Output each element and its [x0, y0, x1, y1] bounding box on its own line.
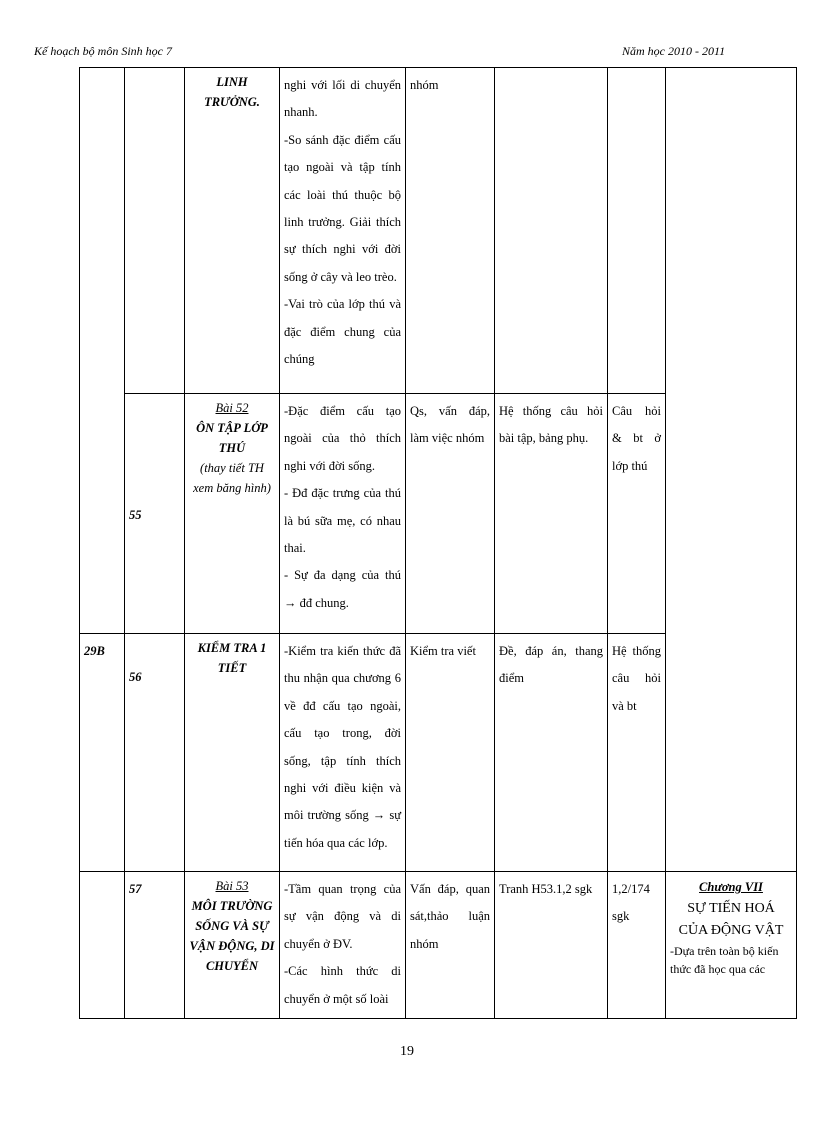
methods-cell — [406, 634, 495, 872]
homework-text: Câu hỏi & bt ở lớp thú — [612, 404, 661, 473]
homework-cell — [608, 68, 666, 394]
methods-cell — [406, 68, 495, 394]
period-number: 57 — [129, 882, 142, 896]
materials-cell — [495, 634, 608, 872]
methods-text: Kiểm tra viết — [410, 644, 476, 658]
materials-text: Hệ thống câu hỏi bài tập, bảng phụ. — [499, 404, 603, 446]
objective-line: -Kiểm tra kiến thức đã thu nhận qua chương 6 về đđ cấu tạo ngoài, cấu tạo trong, đời sống, tập tính thích nghi với điều kiện và môi trường sống → sự tiến hóa qua các lớp. — [284, 644, 401, 850]
objective-line: -Đặc điểm cấu tạo ngoài của thỏ thích nghi với đời sống. — [284, 404, 401, 473]
period-cell — [125, 634, 185, 872]
lesson-number: Bài 53 — [215, 879, 249, 893]
objective-line: -Các hình thức di chuyển ở một số loài — [284, 964, 401, 1006]
objectives-cell — [280, 634, 406, 872]
week-cell — [80, 634, 125, 872]
objective-line: -Vai trò của lớp thú và đặc điểm chung của chúng — [284, 297, 401, 367]
header-right: Năm học 2010 - 2011 — [622, 44, 726, 58]
week-number: 29B — [84, 644, 105, 658]
lesson-title-cell — [185, 68, 280, 394]
methods-text: Vấn đáp, quan sát,thảo luận nhóm — [410, 882, 490, 951]
lesson-title-cell — [185, 634, 280, 872]
chapter-note: -Dựa trên toàn bộ kiến thức đã học qua các — [670, 944, 779, 976]
objective-line: nghi với lối di chuyển nhanh. — [284, 78, 401, 120]
lesson-title-cell — [185, 394, 280, 634]
methods-cell — [406, 394, 495, 634]
header-left: Kế hoạch bộ môn Sinh học 7 — [34, 44, 172, 58]
homework-text: Hệ thống câu hỏi và bt — [612, 644, 661, 713]
objectives-cell — [280, 872, 406, 1019]
lesson-title: MÔI TRƯỜNG SỐNG VÀ SỰ VẬN ĐỘNG, DI CHUYỂN — [189, 899, 275, 973]
page-number: 19 — [400, 1044, 414, 1059]
objectives-cell — [280, 68, 406, 394]
week-cell — [80, 68, 125, 634]
homework-cell — [608, 634, 666, 872]
objective-line: - Đđ đặc trưng của thú là bú sữa mẹ, có nhau thai. — [284, 486, 401, 556]
materials-cell — [495, 394, 608, 634]
homework-cell — [608, 394, 666, 634]
period-number: 55 — [129, 507, 142, 522]
methods-cell — [406, 872, 495, 1019]
period-number: 56 — [129, 670, 142, 684]
period-cell — [125, 872, 185, 1019]
objective-line: -Tầm quan trọng của sự vận động và di chuyển ở ĐV. — [284, 882, 401, 951]
lesson-number: Bài 52 — [215, 401, 249, 415]
lesson-plan-table — [79, 67, 797, 1019]
methods-text: Qs, vấn đáp, làm việc nhóm — [410, 404, 490, 446]
lesson-title: ÔN TẬP LỚP THÚ — [196, 421, 268, 455]
materials-cell — [495, 68, 608, 394]
homework-text: 1,2/174 sgk — [612, 882, 650, 924]
materials-text: Đề, đáp án, thang điểm — [499, 644, 603, 686]
materials-text: Tranh H53.1,2 sgk — [499, 882, 593, 896]
lesson-note: (thay tiết TH xem băng hình) — [193, 461, 271, 495]
chapter-title: Chương VII — [699, 880, 763, 894]
materials-cell — [495, 872, 608, 1019]
homework-cell — [608, 872, 666, 1019]
objective-line: -So sánh đặc điểm cấu tạo ngoài và tập tính các loài thú thuộc bộ linh trưởng. Giải thích sự thích nghi với đời sống ở cây và leo trèo. — [284, 132, 401, 284]
notes-cell — [666, 68, 797, 872]
week-cell — [80, 872, 125, 1019]
lesson-title: LINH TRƯỞNG. — [204, 75, 260, 109]
objectives-cell — [280, 394, 406, 634]
lesson-title-cell — [185, 872, 280, 1019]
period-cell — [125, 394, 185, 634]
table-row — [80, 68, 797, 394]
methods-text: nhóm — [410, 78, 439, 92]
lesson-title: KIỂM TRA 1 TIẾT — [197, 641, 267, 675]
table-row — [80, 872, 797, 1019]
chapter-subtitle: SỰ TIẾN HOÁ — [687, 901, 775, 916]
period-cell — [125, 68, 185, 394]
chapter-subtitle: CỦA ĐỘNG VẬT — [678, 923, 784, 938]
chapter-cell — [666, 872, 797, 1019]
objective-line: - Sự đa dạng của thú → đđ chung. — [284, 568, 401, 610]
